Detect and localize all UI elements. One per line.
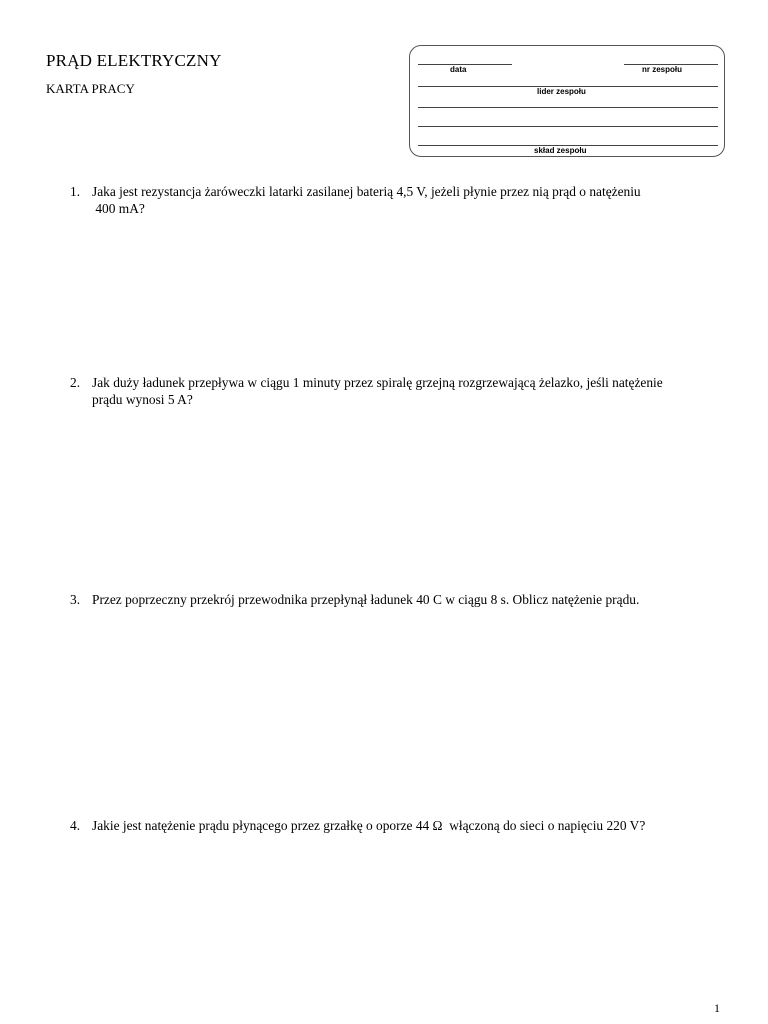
member-line-2 <box>418 126 718 127</box>
worksheet-subtitle: KARTA PRACY <box>46 81 135 96</box>
members-label: skład zespołu <box>534 146 587 155</box>
team-number-label: nr zespołu <box>642 65 683 74</box>
question-1 <box>70 183 710 217</box>
question-text-line-1: Przez poprzeczny przekrój przewodnika przepłynął ładunek 40 C w ciągu 8 s. Oblicz natężenie prądu. <box>92 592 640 607</box>
question-text-line-2: prądu wynosi 5 A? <box>92 392 193 407</box>
question-text-line-1: Jak duży ładunek przepływa w ciągu 1 minuty przez spiralę grzejną rozgrzewającą żelazko, jeśli natężenie <box>92 375 663 390</box>
date-label: data <box>450 65 467 74</box>
question-number: 3. <box>70 592 81 607</box>
team-info-box <box>409 45 725 157</box>
worksheet-title: PRĄD ELEKTRYCZNY <box>46 51 222 70</box>
member-line-1 <box>418 107 718 108</box>
leader-label: lider zespołu <box>537 87 586 96</box>
question-text-line-2: 400 mA? <box>92 201 145 216</box>
question-2 <box>70 374 710 408</box>
question-text-line-1: Jaka jest rezystancja żaróweczki latarki zasilanej baterią 4,5 V, jeżeli płynie przez nią prąd o natężeniu <box>92 184 641 199</box>
question-number: 2. <box>70 375 81 390</box>
question-3 <box>70 591 710 608</box>
question-text-line-1: Jakie jest natężenie prądu płynącego przez grzałkę o oporze 44 Ω włączoną do sieci o napięciu 220 V? <box>92 818 646 833</box>
question-number: 1. <box>70 184 81 199</box>
question-4 <box>70 817 710 834</box>
page-number: 1 <box>714 1001 720 1015</box>
question-number: 4. <box>70 818 81 833</box>
